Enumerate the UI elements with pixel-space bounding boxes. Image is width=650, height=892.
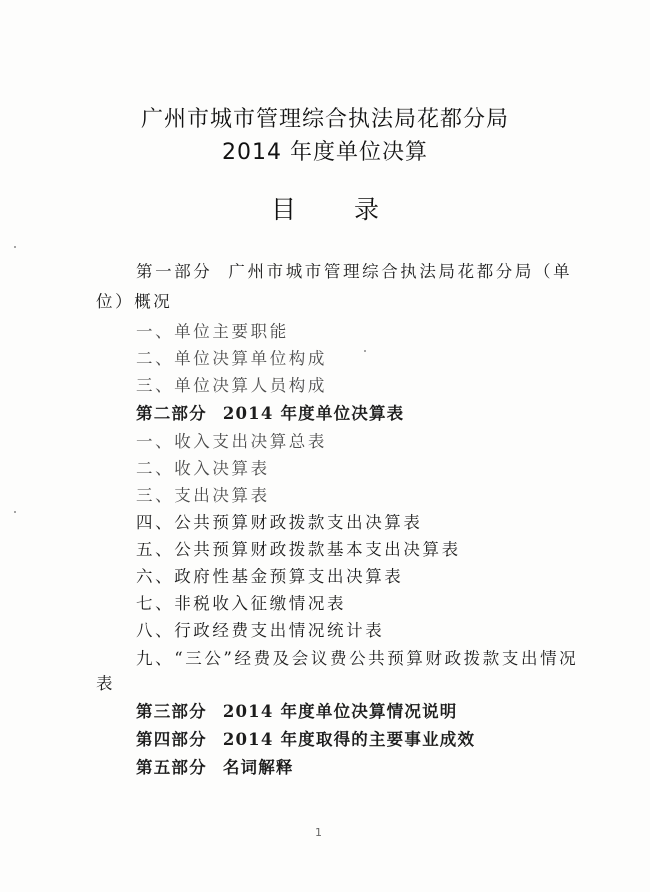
part4-title: 2014 年度取得的主要事业成效 [222, 730, 476, 749]
part5-heading [136, 754, 294, 778]
part4-heading [136, 726, 475, 750]
document-title-line2: 2014 年度单位决算 [222, 140, 428, 165]
part1-title-line2: 位）概况 [96, 292, 173, 311]
part1-item-1: 一、单位主要职能 [136, 322, 289, 341]
part1-item-2: 二、单位决算单位构成 [136, 349, 327, 368]
document-title-line1: 广州市城市管理综合执法局花都分局 [140, 107, 509, 132]
toc-heading-char2: 录 [354, 195, 380, 224]
part2-item-9: 九、“三公”经费及会议费公共预算财政拨款支出情况 [136, 649, 579, 668]
part2-item-1: 一、收入支出决算总表 [136, 432, 327, 451]
part2-heading [136, 400, 404, 424]
part1-prefix: 第一部分 [136, 262, 213, 281]
part2-item-3: 三、支出决算表 [136, 486, 270, 505]
part5-title: 名词解释 [222, 758, 294, 777]
part2-title: 2014 年度单位决算表 [222, 404, 405, 423]
part3-prefix: 第三部分 [136, 702, 207, 721]
part2-item-7: 七、非税收入征缴情况表 [136, 594, 347, 613]
toc-heading [0, 190, 650, 226]
part2-item-2: 二、收入决算表 [136, 459, 270, 478]
part5-prefix: 第五部分 [136, 758, 207, 777]
scan-speck [14, 246, 16, 248]
part1-item-3: 三、单位决算人员构成 [136, 376, 327, 395]
page-number: 1 [315, 826, 322, 839]
toc-heading-char1: 目 [270, 195, 296, 224]
part2-item-9-continuation: 表 [96, 674, 116, 693]
part2-item-6: 六、政府性基金预算支出决算表 [136, 567, 404, 586]
scan-speck [364, 350, 366, 352]
part1-title-line1: 广州市城市管理综合执法局花都分局（单 [228, 262, 573, 281]
part2-item-8: 八、行政经费支出情况统计表 [136, 621, 385, 640]
part2-item-5: 五、公共预算财政拨款基本支出决算表 [136, 540, 461, 559]
part1-heading [136, 258, 572, 282]
part2-item-4: 四、公共预算财政拨款支出决算表 [136, 513, 423, 532]
part4-prefix: 第四部分 [136, 730, 207, 749]
part3-heading [136, 698, 457, 722]
part2-prefix: 第二部分 [136, 404, 207, 423]
part3-title: 2014 年度单位决算情况说明 [222, 702, 458, 721]
scan-speck [14, 511, 16, 513]
